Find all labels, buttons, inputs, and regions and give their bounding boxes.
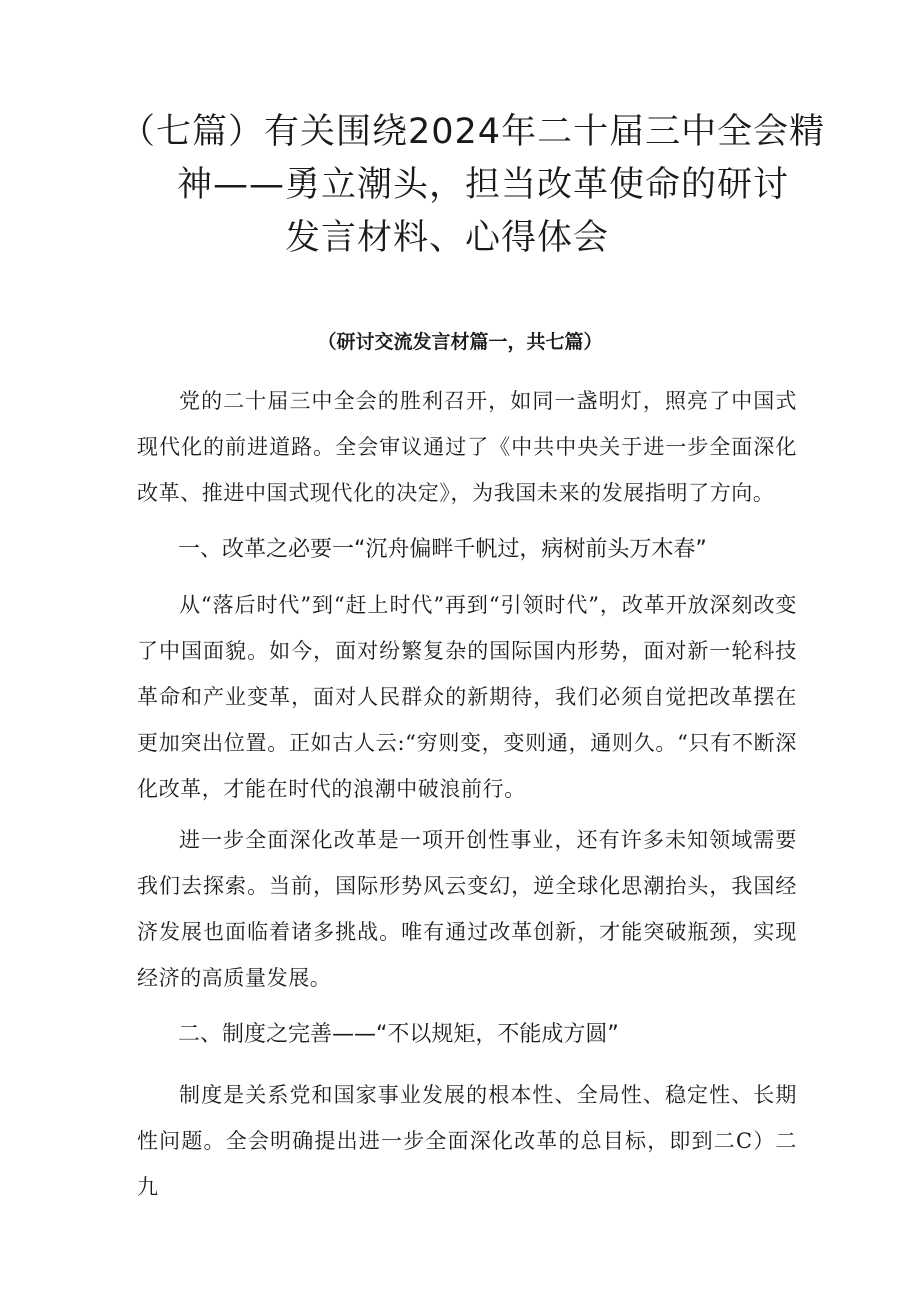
title-line-1: （七篇）有关围绕2024年二十届三中全会精 bbox=[120, 112, 826, 152]
paragraph-reform-exploration: 进一步全面深化改革是一项开创性事业，还有许多未知领域需要我们去探索。当前，国际形势风云变幻，逆全球化思潮抬头，我国经济发展也面临着诸多挑战。唯有通过改革创新，才能突破瓶颈，实现经济的高质量发展。 bbox=[137, 828, 797, 990]
paragraph-system-improvement: 制度是关系党和国家事业发展的根本性、全局性、稳定性、长期性问题。全会明确提出进一步全面深化改革的总目标，即到二C）二九 bbox=[137, 1083, 797, 1199]
section-heading-2: 二、制度之完善——“不以规矩，不能成方圆” bbox=[178, 1022, 619, 1047]
title-line-3: 发言材料、心得体会 bbox=[285, 218, 610, 258]
document-subtitle: （研讨交流发言材篇一，共七篇） bbox=[317, 331, 603, 353]
title-line-2: 神——勇立潮头，担当改革使命的研讨 bbox=[177, 165, 790, 205]
document-title bbox=[120, 106, 826, 265]
paragraph-reform-necessity: 从“落后时代”到“赶上时代”再到“引领时代”，改革开放深刻改变了中国面貌。如今，面对纷繁复杂的国际国内形势，面对新一轮科技革命和产业变革，面对人民群众的新期待，我们必须自觉把改革摆在更加突出位置。正如古人云:“穷则变，变则通，通则久。“只有不断深化改革，才能在时代的浪潮中破浪前行。 bbox=[137, 593, 797, 801]
paragraph-intro: 党的二十届三中全会的胜利召开，如同一盏明灯，照亮了中国式现代化的前进道路。全会审议通过了《中共中央关于进一步全面深化改革、推进中国式现代化的决定》，为我国未来的发展指明了方向。 bbox=[137, 389, 797, 505]
section-heading-1: 一、改革之必要一“沉舟偏畔千帆过，病树前头万木春” bbox=[178, 537, 707, 562]
